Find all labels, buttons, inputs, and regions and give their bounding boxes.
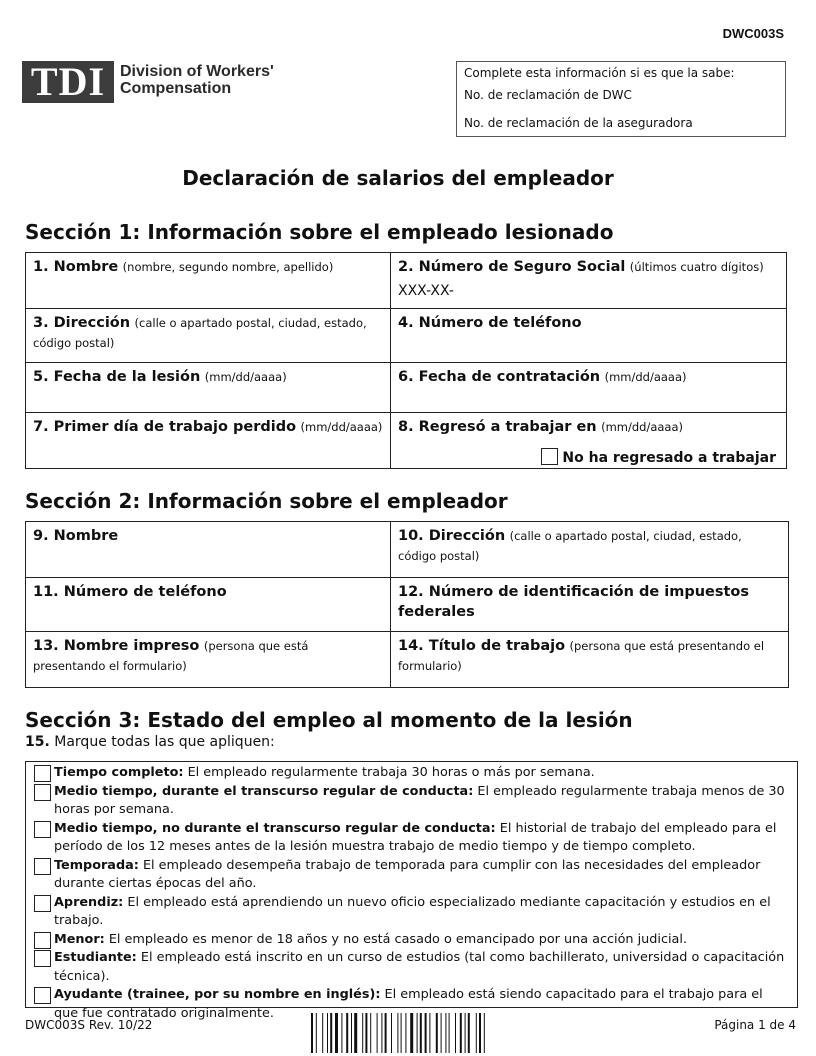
part-time-not-regular-checkbox[interactable]	[34, 821, 51, 838]
question-15-text: Marque todas las que apliquen:	[54, 734, 275, 750]
option-label: Tiempo completo:	[54, 765, 184, 780]
ssn-prefix: XXX-XX-	[398, 283, 454, 299]
return-to-work-label: 8. Regresó a trabajar en	[398, 419, 597, 435]
option-text: El empleado regularmente trabaja menos de 30 horas por semana.	[54, 783, 785, 817]
employment-status-options	[25, 761, 798, 1021]
section2-heading: Sección 2: Información sobre el empleador	[25, 489, 508, 513]
option-minor	[34, 931, 789, 950]
federal-tax-id-label: 12. Número de identificación de impuestos federales	[398, 584, 750, 620]
not-returned-option	[541, 448, 776, 468]
hire-date-label: 6. Fecha de contratación	[398, 369, 601, 385]
employee-phone-field[interactable]	[391, 309, 787, 363]
printed-name-label: 13. Nombre impreso	[33, 638, 200, 654]
employer-phone-field[interactable]	[26, 578, 391, 632]
employer-address-hint: (calle o apartado postal, ciudad, estado, código postal)	[398, 529, 742, 563]
tdi-logo: TDI	[22, 61, 114, 103]
minor-checkbox[interactable]	[34, 932, 51, 949]
option-text: El empleado está siendo capacitado para el trabajo para el que fue contratado originalmente.	[54, 987, 763, 1021]
employer-address-label: 10. Dirección	[398, 528, 506, 544]
hire-date-hint: (mm/dd/aaaa)	[604, 370, 687, 384]
return-to-work-hint: (mm/dd/aaaa)	[601, 420, 683, 434]
agency-name	[120, 63, 274, 97]
option-part-time-not-regular	[34, 820, 789, 857]
ssn-field[interactable]	[391, 253, 787, 309]
claim-number-box	[456, 61, 786, 137]
option-student	[34, 949, 789, 986]
option-full-time	[34, 764, 789, 783]
employee-address-field[interactable]	[26, 309, 391, 363]
employee-name-field[interactable]	[26, 253, 391, 309]
job-title-label: 14. Título de trabajo	[398, 638, 566, 654]
federal-tax-id-field[interactable]	[391, 578, 789, 632]
seasonal-checkbox[interactable]	[34, 858, 51, 875]
not-returned-checkbox[interactable]	[541, 448, 558, 465]
barcode-icon	[311, 1013, 536, 1053]
employee-name-hint: (nombre, segundo nombre, apellido)	[122, 260, 334, 274]
insurer-claim-number-field[interactable]: No. de reclamación de la aseguradora	[464, 116, 693, 130]
option-text: El empleado está aprendiendo un nuevo oficio especializado mediante capacitación y estudios en el trabajo.	[54, 894, 771, 928]
printed-name-hint: (persona que está presentando el formulario)	[33, 639, 309, 673]
dwc-claim-number-field[interactable]: No. de reclamación de DWC	[464, 88, 632, 102]
job-title-field[interactable]	[391, 632, 789, 688]
agency-name-line1: Division of Workers'	[120, 63, 274, 80]
not-returned-label: No ha regresado a trabajar	[562, 450, 776, 466]
employee-phone-label: 4. Número de teléfono	[398, 315, 582, 331]
full-time-checkbox[interactable]	[34, 765, 51, 782]
injury-date-field[interactable]	[26, 363, 391, 413]
employee-address-label: 3. Dirección	[33, 315, 131, 331]
job-title-hint: (persona que está presentando el formulario)	[398, 639, 765, 673]
ssn-hint: (últimos cuatro dígitos)	[629, 260, 764, 274]
employer-phone-label: 11. Número de teléfono	[33, 584, 227, 600]
option-label: Medio tiempo, durante el transcurso regular de conducta:	[54, 783, 474, 799]
question-15	[25, 734, 275, 750]
option-text: El empleado está inscrito en un curso de estudios (tal como bachillerato, universidad o capacitación técnica).	[54, 950, 785, 984]
option-text: El empleado es menor de 18 años y no está casado o emancipado por una acción judicial.	[108, 931, 688, 947]
option-apprentice	[34, 894, 789, 931]
page-number: Página 1 de 4	[714, 1018, 796, 1032]
form-code: DWC003S	[722, 26, 784, 41]
option-label: Temporada:	[54, 857, 139, 873]
option-text: El historial de trabajo del empleado para el período de los 12 meses antes de la lesión muestra trabajo de medio tiempo y de tiempo completo.	[54, 820, 777, 854]
option-text: El empleado regularmente trabaja 30 horas o más por semana.	[187, 765, 595, 780]
ssn-label: 2. Número de Seguro Social	[398, 259, 626, 275]
return-to-work-field[interactable]	[391, 413, 787, 469]
claim-box-intro: Complete esta información si es que la sabe:	[464, 66, 735, 80]
employee-name-label: 1. Nombre	[33, 259, 119, 275]
printed-name-field[interactable]	[26, 632, 391, 688]
option-text: El empleado desempeña trabajo de temporada para cumplir con las necesidades del empleador durante ciertas épocas del año.	[54, 857, 761, 891]
injury-date-label: 5. Fecha de la lesión	[33, 369, 201, 385]
section3-heading: Sección 3: Estado del empleo al momento de la lesión	[25, 708, 633, 732]
option-part-time-regular	[34, 783, 789, 820]
option-label: Estudiante:	[54, 950, 137, 965]
section2-table	[25, 521, 789, 688]
first-day-lost-label: 7. Primer día de trabajo perdido	[33, 419, 297, 435]
employer-name-label: 9. Nombre	[33, 528, 119, 544]
employer-name-field[interactable]	[26, 522, 391, 578]
option-label: Ayudante (trainee, por su nombre en inglés):	[54, 987, 381, 1002]
option-label: Aprendiz:	[54, 894, 124, 910]
section1-heading: Sección 1: Información sobre el empleado lesionado	[25, 220, 614, 244]
student-checkbox[interactable]	[34, 950, 51, 967]
first-day-lost-hint: (mm/dd/aaaa)	[300, 420, 383, 434]
question-15-number: 15.	[25, 734, 50, 750]
first-day-lost-field[interactable]	[26, 413, 391, 469]
agency-name-line2: Compensation	[120, 80, 232, 97]
employee-address-hint: (calle o apartado postal, ciudad, estado, código postal)	[33, 316, 367, 350]
injury-date-hint: (mm/dd/aaaa)	[204, 370, 287, 384]
option-seasonal	[34, 857, 789, 894]
option-label: Medio tiempo, no durante el transcurso regular de conducta:	[54, 820, 496, 836]
document-title: Declaración de salarios del empleador	[182, 166, 614, 190]
section1-table	[25, 252, 787, 469]
option-label: Menor:	[54, 931, 105, 947]
trainee-checkbox[interactable]	[34, 987, 51, 1004]
employer-address-field[interactable]	[391, 522, 789, 578]
revision-label: DWC003S Rev. 10/22	[25, 1018, 153, 1032]
part-time-regular-checkbox[interactable]	[34, 784, 51, 801]
hire-date-field[interactable]	[391, 363, 787, 413]
apprentice-checkbox[interactable]	[34, 895, 51, 912]
